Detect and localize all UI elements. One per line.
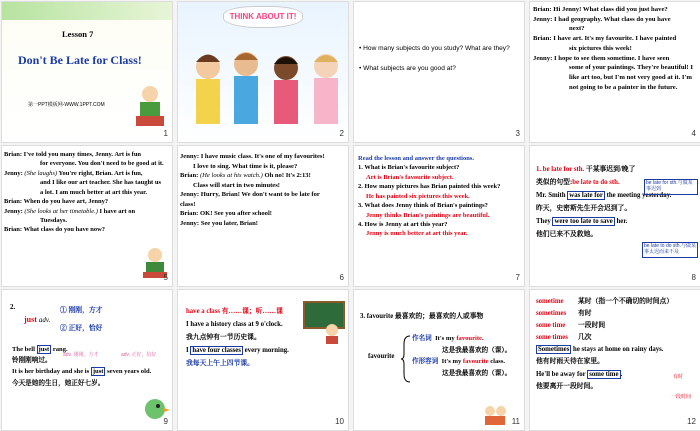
example-text: seven years old. bbox=[105, 368, 152, 376]
slide-thumbnail-2[interactable] bbox=[177, 1, 349, 143]
speaker: Jenny: bbox=[4, 207, 25, 215]
dialogue-line: like art too, but I'm not very good at it. I'm bbox=[569, 74, 692, 82]
example-translation: 这是我最喜欢的（课）。 bbox=[442, 369, 512, 377]
answer: He has painted six pictures this week. bbox=[366, 192, 470, 200]
answer: Jenny thinks Brian's paintings are beautiful. bbox=[366, 211, 490, 219]
word: some time bbox=[536, 322, 566, 330]
children-reading-icon bbox=[132, 82, 168, 132]
dialogue-line: Brian: When do you have art, Jenny? bbox=[4, 198, 109, 206]
highlighted-word: favourite bbox=[456, 335, 482, 342]
example-text: It's my bbox=[441, 358, 463, 366]
word-meaning: 几次 bbox=[578, 334, 592, 342]
slide-number: 10 bbox=[335, 417, 344, 427]
usage-label: 作名词 bbox=[412, 335, 432, 342]
brace-icon bbox=[400, 334, 412, 384]
stage-direction: (She looks at her timetable.) bbox=[24, 207, 98, 215]
dialogue-line: some of your paintings. They're beautiful! I bbox=[569, 64, 693, 72]
word-label bbox=[24, 314, 50, 326]
exercise-heading: Read the lesson and answer the questions. bbox=[358, 155, 474, 162]
slide-number: 9 bbox=[163, 417, 168, 427]
stage-direction: (He looks at his watch.) bbox=[199, 172, 263, 180]
speech: I have art on bbox=[97, 207, 136, 215]
speech: Oh no! It's 2:13! bbox=[262, 172, 311, 180]
note-tag: adv. 正好，恰好 bbox=[121, 352, 157, 358]
example-text: It's my bbox=[435, 335, 457, 342]
slide-number: 12 bbox=[687, 417, 696, 427]
example-text: He'll be away for bbox=[536, 370, 588, 378]
slide-header-band bbox=[2, 2, 173, 20]
answer: Art is Brian's favourite subject. bbox=[366, 173, 454, 181]
word: sometimes bbox=[536, 310, 567, 318]
note-tag: 有时 bbox=[673, 374, 684, 380]
example-translation: 今天是她的生日，她正好七岁。 bbox=[12, 379, 105, 387]
similar-pattern: be late to do sth. bbox=[572, 178, 620, 186]
highlighted-phrase: have four classes bbox=[192, 346, 241, 354]
dialogue-line: Brian: What class do you have now? bbox=[4, 226, 106, 234]
slide-number: 3 bbox=[515, 129, 520, 139]
note-tag: adv. 刚刚，方才 bbox=[63, 352, 99, 358]
example-translation: 我九点钟有一节历史课。 bbox=[186, 333, 261, 341]
think-about-it-banner: THINK ABOUT IT! bbox=[223, 6, 303, 28]
dialogue-line bbox=[180, 171, 325, 181]
highlighted-word: Sometimes bbox=[538, 346, 570, 354]
dialogue-line: Brian: I've told you many times, Jenny. Art is fun bbox=[4, 151, 142, 158]
example-translation: 昨天，史密斯先生开会迟到了。 bbox=[536, 204, 632, 212]
dialogue-line bbox=[4, 169, 164, 178]
examples bbox=[12, 344, 151, 389]
dialogue-line: Brian: OK! See you after school! bbox=[180, 210, 272, 218]
dialogue-line: class! bbox=[180, 200, 196, 208]
question: 4. How is Jenny at art this year? bbox=[358, 220, 448, 228]
word: some times bbox=[536, 334, 568, 342]
dialogue-line: Tuesdays. bbox=[40, 216, 68, 224]
dialogue-line bbox=[4, 207, 164, 216]
slide-thumbnail-7[interactable] bbox=[353, 145, 525, 287]
phrase-heading: 1. be late for sth. bbox=[536, 166, 585, 173]
meaning-2: ② 正好，恰好 bbox=[60, 325, 103, 332]
example-translation: 我每天上午上四节课。 bbox=[186, 359, 254, 367]
slide-thumbnail-4[interactable] bbox=[529, 1, 700, 143]
slide-thumbnail-9[interactable] bbox=[1, 289, 173, 431]
answer: Jenny is much better at art this year. bbox=[366, 230, 468, 238]
dialogue-line: Brian: I have art. It's my favourite. I have painted bbox=[533, 35, 677, 43]
slide-number: 5 bbox=[163, 273, 168, 283]
word-comparison bbox=[536, 296, 673, 393]
lesson-title: Don't Be Late for Class! bbox=[18, 53, 142, 67]
example-text: I have a history class at 9 o'clock. bbox=[186, 320, 283, 328]
dialogue-line: for everyone. You don't need to be good at it. bbox=[40, 160, 164, 168]
speech: You're right, Brian. Art is fun, bbox=[57, 169, 143, 177]
dialogue-line: Jenny: I have music class. It's one of my favourites! bbox=[180, 153, 325, 160]
usage-list bbox=[412, 333, 511, 379]
highlighted-phrase: were too late to save bbox=[554, 217, 613, 225]
example-text: Mr. Smith bbox=[536, 191, 568, 199]
example-text: class. bbox=[488, 358, 506, 366]
example-text: rang. bbox=[51, 346, 68, 353]
dialogue-text bbox=[180, 152, 325, 228]
highlighted-word: favourite bbox=[462, 358, 489, 366]
word-meaning: 一段时间 bbox=[578, 322, 606, 330]
example-text: I bbox=[186, 346, 191, 354]
example-text: It is her birthday and she is bbox=[12, 368, 91, 376]
question: 2. How many pictures has Brian painted this week? bbox=[358, 183, 501, 191]
teacher-at-blackboard-icon bbox=[302, 298, 346, 344]
dialogue-line: a lot. I am much better at art this year. bbox=[40, 188, 148, 196]
example-text: her. bbox=[614, 217, 628, 225]
phrase-meaning: 有……课；听……课 bbox=[220, 308, 283, 315]
section-number: 2. bbox=[10, 303, 16, 311]
example-translation: 这是我最喜欢的（课）。 bbox=[442, 346, 512, 354]
slide-number: 8 bbox=[691, 273, 696, 283]
stage-direction: (She laughs) bbox=[24, 169, 58, 177]
dialogue-line: Jenny: See you later, Brian! bbox=[180, 219, 258, 227]
part-of-speech: adv. bbox=[38, 316, 51, 324]
example-translation: 他们已来不及救她。 bbox=[536, 230, 598, 238]
dialogue-line: next? bbox=[569, 25, 585, 33]
keyword: 3. favourite bbox=[360, 313, 394, 320]
question-2: • What subjects are you good at? bbox=[359, 65, 456, 72]
dialogue-line: Jenny: Hurry, Brian! We don't want to be late for bbox=[180, 191, 320, 199]
dialogue-text bbox=[4, 150, 164, 235]
slide-number: 6 bbox=[339, 273, 344, 283]
kids-icon bbox=[482, 404, 508, 426]
word: sometime bbox=[536, 298, 564, 305]
example-text: They bbox=[536, 217, 553, 225]
dialogue-line: and I like our art teacher. She has taught us bbox=[40, 179, 161, 187]
question: 3. What does Jenny think of Brian's paintings? bbox=[358, 202, 488, 210]
children-photo bbox=[186, 32, 346, 132]
question: 1. What is Brian's favourite subject? bbox=[358, 164, 460, 172]
slide-thumbnail-12[interactable] bbox=[529, 289, 700, 431]
highlighted-word: just bbox=[38, 346, 50, 353]
keyword-meaning: 最喜欢的；最喜欢的人或事物 bbox=[393, 313, 484, 320]
word-meaning: 某时（指一个不确切的时间点） bbox=[578, 298, 674, 305]
usage-label: 作形容词 bbox=[412, 358, 439, 366]
note-tag: 一段时间 bbox=[671, 394, 692, 400]
slide-thumbnail-1[interactable] bbox=[1, 1, 173, 143]
example-text: every morning. bbox=[242, 346, 289, 354]
slide-number: 11 bbox=[511, 417, 520, 427]
lesson-label: Lesson 7 bbox=[62, 29, 94, 39]
keyword-label: favourite bbox=[368, 353, 395, 360]
slide-thumbnail-3[interactable] bbox=[353, 1, 525, 143]
word-meaning: 有时 bbox=[578, 310, 592, 318]
slide-number: 2 bbox=[339, 129, 344, 139]
example-translation: 铃刚刚响过。 bbox=[12, 357, 52, 365]
word-heading bbox=[360, 312, 483, 322]
question-1: • How many subjects do you study? What are they? bbox=[359, 45, 510, 52]
highlighted-phrase: was late for bbox=[569, 191, 603, 199]
speaker: Jenny: bbox=[4, 169, 25, 177]
dialogue-line: not going to be a painter in the future. bbox=[569, 83, 678, 91]
note-tag: be late to do sth.与做某事太迟而来不及 bbox=[642, 242, 698, 258]
dialogue-line: I love to sing. What time is it, please? bbox=[193, 162, 298, 170]
slide-thumbnail-8[interactable] bbox=[529, 145, 700, 287]
dialogue-text bbox=[533, 5, 693, 92]
example-translation: 他要离开一段时间。 bbox=[536, 382, 598, 390]
slide-thumbnail-11[interactable] bbox=[353, 289, 525, 431]
dialogue-line: six pictures this week! bbox=[569, 44, 632, 52]
phrase-note bbox=[186, 306, 289, 371]
dialogue-line: Jenny: I hope to see them sometime. I have seen bbox=[533, 54, 670, 62]
dialogue-line: Class will start in two minutes! bbox=[193, 181, 281, 189]
slide-number: 4 bbox=[691, 129, 696, 139]
note-tag: be late for sth.与做某事迟到 bbox=[644, 179, 698, 195]
example-text: he stays at home on rainy days. bbox=[571, 346, 664, 354]
site-label: 第一PPT模板网-WWW.1PPT.COM bbox=[28, 102, 105, 108]
qa-list bbox=[358, 154, 500, 239]
highlighted-word: some time bbox=[589, 370, 619, 378]
keyword: just bbox=[24, 315, 37, 324]
slide-thumbnail-6[interactable] bbox=[177, 145, 349, 287]
example-text: The bell bbox=[12, 346, 37, 353]
slide-number: 1 bbox=[163, 129, 168, 139]
example-text: . bbox=[620, 370, 623, 378]
dialogue-line: Brian: Hi Jenny! What class did you just have? bbox=[533, 6, 668, 13]
example-translation: 他有时雨天待在家里。 bbox=[536, 358, 604, 366]
slide-thumbnail-5[interactable] bbox=[1, 145, 173, 287]
highlighted-word: just bbox=[92, 368, 104, 376]
slide-thumbnail-10[interactable] bbox=[177, 289, 349, 431]
similar-pattern-label: 类似的句型: bbox=[536, 178, 573, 186]
phrase-heading: have a class bbox=[186, 308, 220, 315]
speaker: Brian: bbox=[180, 172, 200, 180]
example-text: . bbox=[481, 335, 484, 342]
example-text: the meeting yesterday. bbox=[604, 191, 672, 199]
slide-number: 7 bbox=[515, 273, 520, 283]
grammar-note bbox=[536, 164, 671, 241]
meaning-1: ① 刚刚，方才 bbox=[60, 307, 103, 314]
dialogue-line: Jenny: I had geography. What class do you have bbox=[533, 15, 671, 23]
phrase-meaning: 干某事迟到/晚了 bbox=[584, 166, 636, 173]
